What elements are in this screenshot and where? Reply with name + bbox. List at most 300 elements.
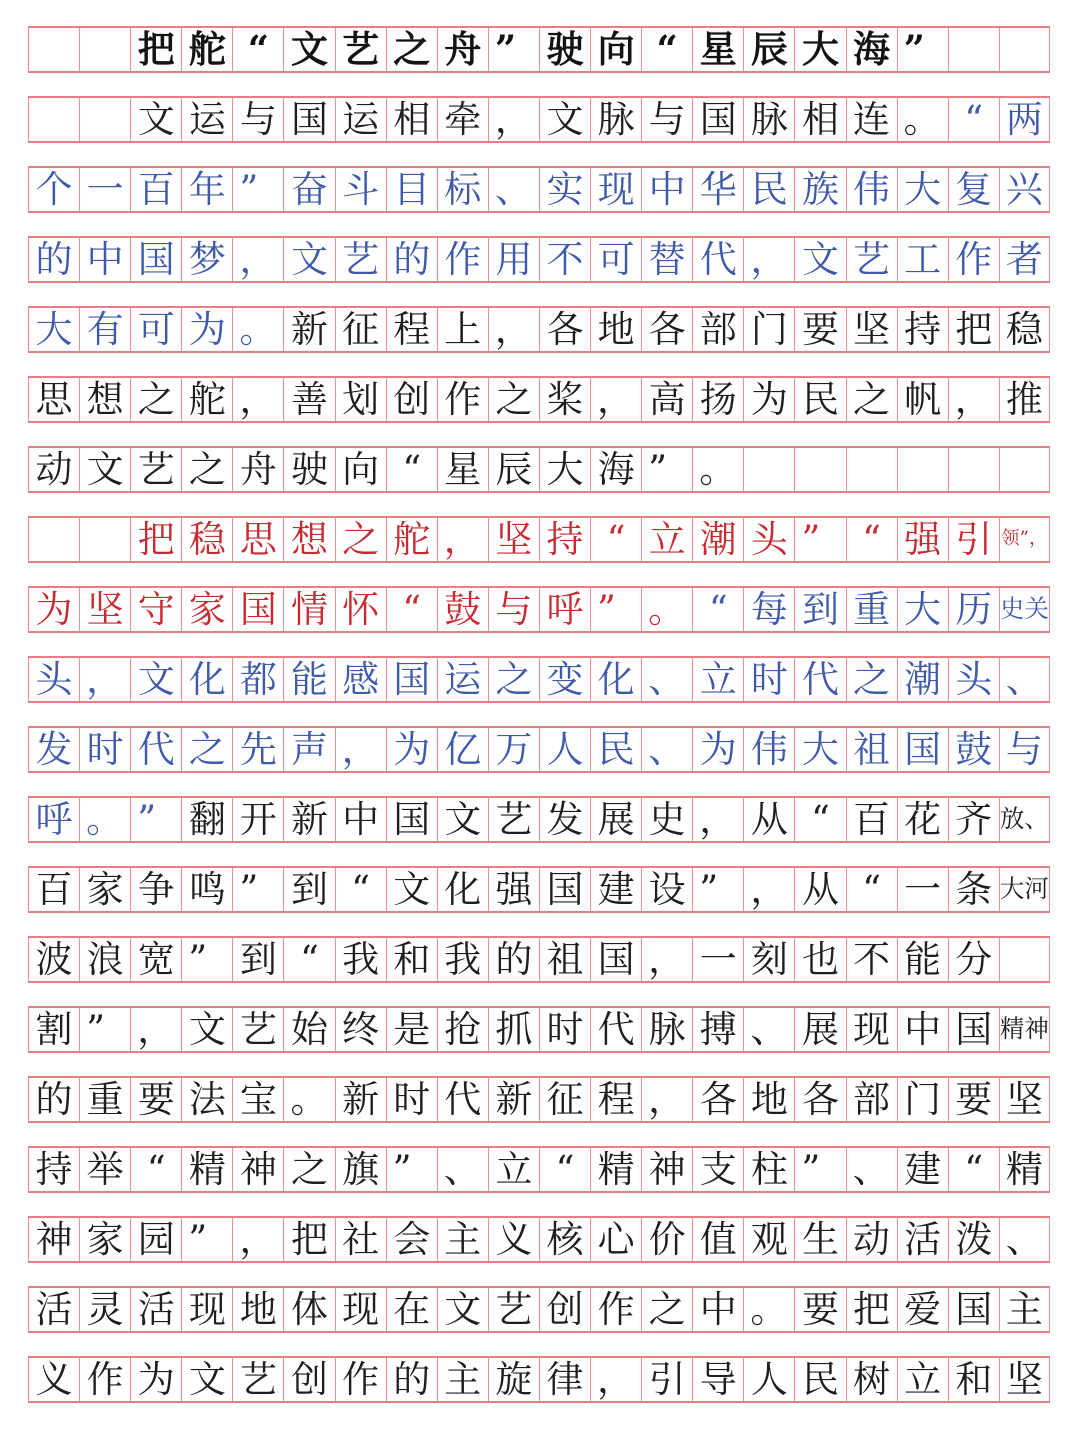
- grid-cell: [794, 378, 845, 421]
- grid-cell: [488, 168, 539, 211]
- grid-cell: [794, 448, 845, 491]
- grid-cell: [897, 1078, 948, 1121]
- character: 辰: [750, 27, 788, 71]
- character: 主: [444, 1358, 482, 1401]
- character: 现: [188, 1288, 226, 1331]
- character: 呼: [546, 588, 584, 631]
- character: 门: [750, 308, 788, 351]
- grid-cell: [948, 238, 999, 281]
- character: 大: [999, 874, 1025, 904]
- character: 海: [597, 448, 635, 491]
- character: 舟: [444, 27, 482, 71]
- grid-cell: [590, 448, 641, 491]
- character: 柱: [750, 1148, 788, 1191]
- character: 、: [648, 728, 686, 771]
- grid-cell: [999, 168, 1050, 211]
- character: 代: [597, 1008, 635, 1051]
- character: 能: [904, 938, 942, 981]
- grid-cell: [743, 1218, 794, 1261]
- grid-cell: [232, 1008, 283, 1051]
- character: 两: [1005, 98, 1043, 141]
- character: 争: [137, 868, 175, 911]
- character: 、: [750, 1008, 788, 1051]
- character: 、: [1024, 804, 1049, 834]
- grid-cell: [28, 658, 79, 701]
- grid-cell: [794, 938, 845, 981]
- text-row: [28, 1076, 1050, 1123]
- character: 文: [546, 98, 584, 141]
- grid-cell: [948, 728, 999, 771]
- character: ，: [494, 98, 532, 141]
- character: 运: [342, 98, 380, 141]
- character: 神: [239, 1148, 277, 1191]
- grid-cell: [794, 28, 845, 71]
- grid-cell: [488, 238, 539, 281]
- character: 划: [342, 378, 380, 421]
- grid-cell: [28, 378, 79, 421]
- grid-cell: [846, 1148, 897, 1191]
- grid-cell: [232, 1078, 283, 1121]
- grid-cell: [897, 168, 948, 211]
- character: 国: [699, 98, 737, 141]
- grid-cell: [181, 1148, 232, 1191]
- character: 现: [597, 168, 635, 211]
- character: 与: [648, 98, 686, 141]
- character: 变: [546, 658, 584, 701]
- character: 稳: [1005, 308, 1043, 351]
- grid-cell: [232, 98, 283, 141]
- grid-cell: [590, 868, 641, 911]
- grid-cell: [335, 1008, 386, 1051]
- character: 创: [291, 1358, 329, 1401]
- character: 国: [291, 98, 329, 141]
- grid-cell: [641, 308, 692, 351]
- character: 家: [188, 588, 226, 631]
- character: 新: [342, 1078, 380, 1121]
- character: “: [862, 518, 881, 561]
- character: 我: [444, 938, 482, 981]
- character: 艺: [853, 238, 891, 281]
- grid-cell: [181, 798, 232, 841]
- character: 文: [137, 98, 175, 141]
- grid-cell: [948, 28, 999, 71]
- character: 人: [546, 728, 584, 771]
- character: 文: [291, 27, 329, 71]
- grid-cell: [846, 98, 897, 141]
- grid-cell: [335, 658, 386, 701]
- grid-cell: [437, 1218, 488, 1261]
- character: 要: [801, 1288, 839, 1331]
- character: 艺: [495, 798, 533, 841]
- grid-cell: [743, 378, 794, 421]
- grid-cell: [999, 238, 1050, 281]
- character: 鼓: [955, 728, 993, 771]
- grid-cell: [488, 1008, 539, 1051]
- character: 坚: [1005, 1358, 1043, 1401]
- grid-cell: [437, 448, 488, 491]
- grid-cell: [130, 1288, 181, 1331]
- grid-cell: [181, 658, 232, 701]
- character: 不: [853, 938, 891, 981]
- grid-cell: [283, 938, 334, 981]
- grid-cell: [386, 938, 437, 981]
- character: ”: [801, 1148, 821, 1191]
- character: 发: [35, 728, 73, 771]
- grid-cell: [181, 1218, 232, 1261]
- grid-cell: [590, 1288, 641, 1331]
- text-row: [28, 166, 1050, 213]
- grid-cell: [948, 868, 999, 911]
- character: 文: [444, 798, 482, 841]
- character: 文: [801, 238, 839, 281]
- grid-cell: [999, 728, 1050, 771]
- character: ”: [188, 938, 208, 981]
- character: 之: [648, 1288, 686, 1331]
- grid-cell: [897, 728, 948, 771]
- grid-cell: [641, 98, 692, 141]
- character: 创: [393, 378, 431, 421]
- grid-cell: [386, 1078, 437, 1121]
- grid-cell: [539, 1148, 590, 1191]
- grid-cell: [386, 798, 437, 841]
- grid-cell: [999, 98, 1050, 141]
- character: 国: [239, 588, 277, 631]
- character: 艺: [239, 1358, 277, 1401]
- grid-cell: [386, 518, 437, 561]
- grid-cell: [692, 1008, 743, 1051]
- grid-cell: [283, 728, 334, 771]
- grid-cell: [232, 798, 283, 841]
- grid-cell: [743, 798, 794, 841]
- grid-cell: [386, 308, 437, 351]
- character: 相: [801, 98, 839, 141]
- grid-cell: [794, 98, 845, 141]
- grid-cell: [692, 378, 743, 421]
- grid-cell: [590, 28, 641, 71]
- character: “: [146, 1148, 166, 1191]
- character: 星: [699, 27, 737, 71]
- text-row: [28, 96, 1050, 143]
- character: 连: [853, 98, 891, 141]
- character: 旋: [495, 1358, 533, 1401]
- character: ，: [597, 1358, 635, 1401]
- character: 花: [904, 798, 942, 841]
- character: 精: [999, 1014, 1025, 1044]
- character: ，: [494, 308, 532, 351]
- character: 新: [495, 1078, 533, 1121]
- grid-cell: [232, 1148, 283, 1191]
- character: 鸣: [188, 868, 226, 911]
- character: “: [964, 98, 984, 141]
- character: 。: [290, 1078, 328, 1121]
- grid-cell: [794, 588, 845, 631]
- character: 桨: [546, 378, 584, 421]
- grid-cell: [437, 588, 488, 631]
- grid-cell: [386, 1288, 437, 1331]
- character: ，: [239, 378, 277, 421]
- character: 文: [188, 1008, 226, 1051]
- character: 帆: [904, 378, 942, 421]
- grid-cell: [79, 1288, 130, 1331]
- character: 守: [137, 588, 175, 631]
- character: ，: [239, 238, 277, 281]
- grid-cell: [692, 238, 743, 281]
- grid-cell: [897, 1358, 948, 1401]
- text-row: [28, 516, 1050, 563]
- character: 创: [546, 1288, 584, 1331]
- character: 活: [904, 1218, 942, 1261]
- grid-cell: [437, 798, 488, 841]
- grid-cell: [488, 1288, 539, 1331]
- character: “: [351, 868, 371, 911]
- character: 年: [188, 168, 226, 211]
- grid-cell: [641, 1288, 692, 1331]
- grid-cell: [590, 798, 641, 841]
- character: 向: [597, 27, 635, 71]
- grid-cell: [743, 1288, 794, 1331]
- grid-cell: [846, 588, 897, 631]
- character: ”: [86, 1008, 106, 1051]
- character: 会: [393, 1218, 431, 1261]
- grid-cell: [79, 798, 130, 841]
- grid-cell: [999, 1148, 1050, 1191]
- grid-cell: [948, 588, 999, 631]
- grid-cell: [283, 658, 334, 701]
- character: 舵: [188, 378, 226, 421]
- character: 条: [955, 868, 993, 911]
- character: 各: [648, 308, 686, 351]
- grid-cell: [437, 378, 488, 421]
- grid-cell: [641, 798, 692, 841]
- character: 作: [955, 238, 993, 281]
- grid-cell: [794, 1148, 845, 1191]
- grid-cell: [641, 938, 692, 981]
- character: 、: [852, 1148, 890, 1191]
- character: 工: [904, 238, 942, 281]
- character: 体: [291, 1288, 329, 1331]
- grid-cell: [79, 728, 130, 771]
- grid-cell: [79, 588, 130, 631]
- character: 作: [444, 378, 482, 421]
- grid-cell: [437, 938, 488, 981]
- grid-cell: [846, 238, 897, 281]
- grid-cell: [181, 938, 232, 981]
- grid-cell: [488, 1218, 539, 1261]
- character: 亿: [444, 728, 482, 771]
- grid-cell: [897, 588, 948, 631]
- character: 神: [648, 1148, 686, 1191]
- text-row: [28, 1286, 1050, 1333]
- character: 高: [648, 378, 686, 421]
- character: 善: [291, 378, 329, 421]
- character: 族: [801, 168, 839, 211]
- character: 现: [853, 1008, 891, 1051]
- grid-cell: [181, 1358, 232, 1401]
- grid-cell: [948, 1218, 999, 1261]
- character: 要: [801, 308, 839, 351]
- character: 文: [444, 1288, 482, 1331]
- character: 分: [955, 938, 993, 981]
- grid-cell: [743, 448, 794, 491]
- grid-cell: [28, 938, 79, 981]
- character: 实: [546, 168, 584, 211]
- grid-cell: [181, 1008, 232, 1051]
- grid-cell: [283, 308, 334, 351]
- character: 华: [699, 168, 737, 211]
- grid-cell: [130, 1358, 181, 1401]
- character: ，: [750, 868, 788, 911]
- character: “: [606, 518, 626, 561]
- character: 大: [904, 168, 942, 211]
- grid-cell: [846, 938, 897, 981]
- character: 要: [137, 1078, 175, 1121]
- grid-cell: [283, 1288, 334, 1331]
- character: 把: [291, 1218, 329, 1261]
- grid-cell: [28, 168, 79, 211]
- grid-cell: [846, 28, 897, 71]
- grid-cell: [539, 308, 590, 351]
- grid-cell: [692, 1078, 743, 1121]
- grid-cell: [692, 1358, 743, 1401]
- grid-cell: [79, 168, 130, 211]
- grid-cell: [794, 1288, 845, 1331]
- character: 也: [801, 938, 839, 981]
- grid-cell: [130, 588, 181, 631]
- grid-cell: [130, 308, 181, 351]
- character: “: [810, 798, 830, 841]
- character: 举: [86, 1148, 124, 1191]
- character: 一: [904, 868, 942, 911]
- grid-cell: [28, 238, 79, 281]
- character: 脉: [750, 98, 788, 141]
- grid-cell: [335, 728, 386, 771]
- grid-cell: [335, 238, 386, 281]
- character: 引: [648, 1358, 686, 1401]
- character: 。: [750, 1288, 788, 1331]
- grid-cell: [948, 798, 999, 841]
- character: ，: [648, 1078, 686, 1121]
- character: 文: [137, 658, 175, 701]
- grid-cell: [692, 658, 743, 701]
- grid-cell: [897, 1148, 948, 1191]
- character: 时: [546, 1008, 584, 1051]
- grid-cell: [181, 1288, 232, 1331]
- character: 之: [291, 1148, 329, 1191]
- character: 中: [904, 1008, 942, 1051]
- grid-cell: [641, 588, 692, 631]
- grid-cell: [130, 938, 181, 981]
- character: 强: [495, 868, 533, 911]
- text-row: [28, 1356, 1050, 1403]
- grid-cell: [335, 518, 386, 561]
- character: 抢: [444, 1008, 482, 1051]
- grid-cell: [335, 1078, 386, 1121]
- grid-cell: [590, 308, 641, 351]
- grid-cell: [897, 1008, 948, 1051]
- grid-cell: [539, 1288, 590, 1331]
- character: ，: [954, 378, 992, 421]
- grid-cell: [28, 308, 79, 351]
- character: 引: [955, 518, 993, 561]
- character: 园: [137, 1218, 175, 1261]
- character: 生: [801, 1218, 839, 1261]
- grid-cell: [232, 28, 283, 71]
- character: 中: [648, 168, 686, 211]
- character: 新: [291, 798, 329, 841]
- grid-cell: [692, 798, 743, 841]
- grid-cell: [692, 1218, 743, 1261]
- character: 从: [801, 868, 839, 911]
- character: 发: [546, 798, 584, 841]
- grid-cell: [743, 728, 794, 771]
- grid-cell: [283, 28, 334, 71]
- character: 脉: [648, 1008, 686, 1051]
- character: 。: [239, 308, 277, 351]
- character: 民: [801, 1358, 839, 1401]
- character: 强: [904, 518, 942, 561]
- character: 时: [393, 1078, 431, 1121]
- grid-cell: [692, 518, 743, 561]
- grid-cell: [488, 658, 539, 701]
- grid-cell: [590, 1358, 641, 1401]
- grid-cell: [692, 308, 743, 351]
- character: 星: [444, 448, 482, 491]
- grid-cell: [948, 1288, 999, 1331]
- grid-cell: [79, 518, 130, 561]
- character: 领: [1001, 528, 1020, 550]
- character: “: [402, 588, 422, 631]
- grid-cell: [232, 308, 283, 351]
- character: 之: [853, 378, 891, 421]
- grid-cell: [181, 28, 232, 71]
- character: 为: [188, 308, 226, 351]
- grid-cell: [692, 938, 743, 981]
- character: 祖: [546, 938, 584, 981]
- character: 驶: [291, 448, 329, 491]
- grid-cell: [130, 378, 181, 421]
- grid-cell: [386, 588, 437, 631]
- character: 百: [137, 168, 175, 211]
- character: 用: [495, 238, 533, 281]
- grid-cell: [130, 1148, 181, 1191]
- character: 展: [597, 798, 635, 841]
- character: 扬: [699, 378, 737, 421]
- grid-cell: [283, 868, 334, 911]
- grid-cell: [232, 938, 283, 981]
- grid-cell: [386, 98, 437, 141]
- grid-cell: [386, 1358, 437, 1401]
- character: 可: [597, 238, 635, 281]
- character: ”: [188, 1218, 208, 1261]
- character: 征: [546, 1078, 584, 1121]
- character: 推: [1005, 378, 1043, 421]
- grid-cell: [794, 798, 845, 841]
- grid-cell: [846, 1008, 897, 1051]
- grid-cell: [79, 658, 130, 701]
- character: 先: [239, 728, 277, 771]
- character: 动: [853, 1218, 891, 1261]
- grid-cell: [897, 1218, 948, 1261]
- character: 头: [955, 658, 993, 701]
- grid-cell: [794, 168, 845, 211]
- character: 把: [137, 518, 175, 561]
- character: 我: [342, 938, 380, 981]
- character: 立: [495, 1148, 533, 1191]
- grid-cell: [743, 938, 794, 981]
- character: 动: [35, 448, 73, 491]
- grid-cell: [590, 658, 641, 701]
- character: 搏: [699, 1008, 737, 1051]
